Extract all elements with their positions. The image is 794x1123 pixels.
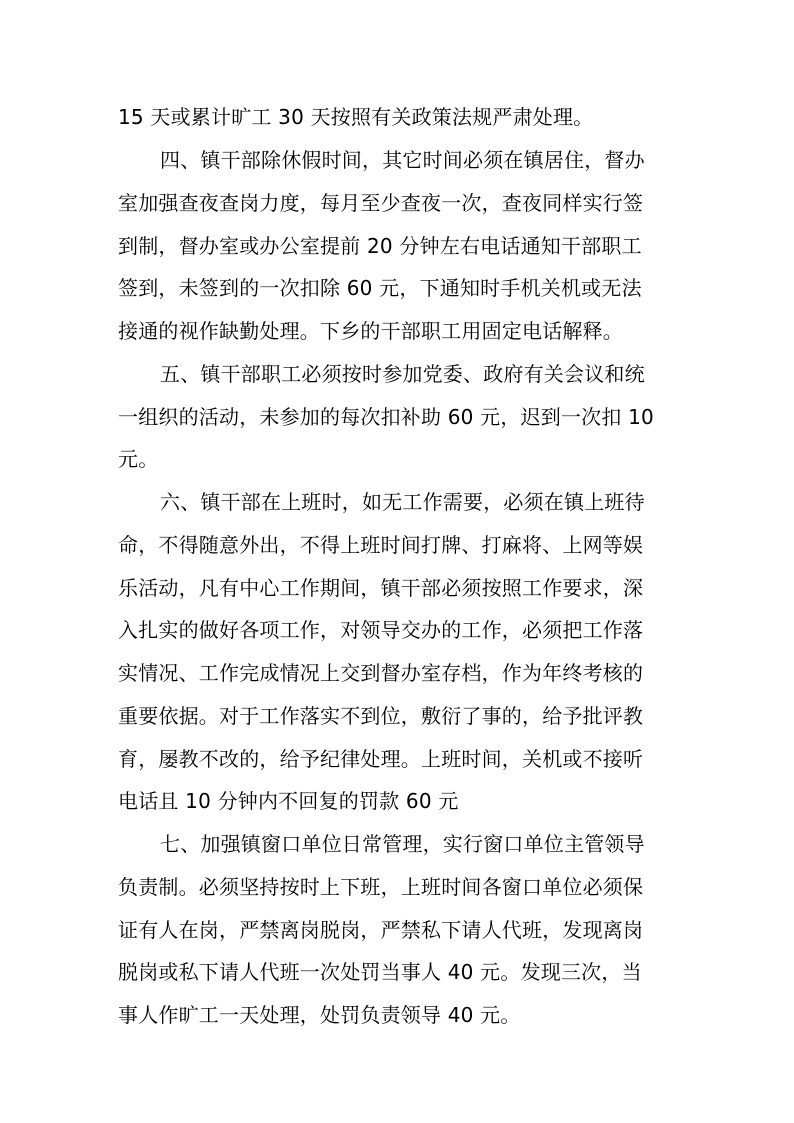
text-line: 负责制。必须坚持按时上下班，上班时间各窗口单位必须保 <box>118 875 644 899</box>
text-line: 五、镇干部职工必须按时参加党委、政府有关会议和统 <box>160 362 645 386</box>
text-line: 乐活动，凡有中心工作期间，镇干部必须按照工作要求，深 <box>118 576 644 600</box>
text-line: 一组织的活动，未参加的每次扣补助 60 元，迟到一次扣 10 <box>118 405 654 429</box>
text-line: 入扎实的做好各项工作，对领导交办的工作，必须把工作落 <box>118 618 644 642</box>
text-line: 签到，未签到的一次扣除 60 元，下通知时手机关机或无法 <box>118 276 642 300</box>
text-line: 七、加强镇窗口单位日常管理，实行窗口单位主管领导 <box>160 832 645 856</box>
text-line: 到制，督办室或办公室提前 20 分钟左右电话通知干部职工 <box>118 234 642 258</box>
text-line: 育，屡教不改的，给予纪律处理。上班时间，关机或不接听 <box>118 747 644 771</box>
text-line: 脱岗或私下请人代班一次处罚当事人 40 元。发现三次，当 <box>118 960 642 984</box>
text-line: 四、镇干部除休假时间，其它时间必须在镇居住，督办 <box>160 148 645 172</box>
text-line: 接通的视作缺勤处理。下乡的干部职工用固定电话解释。 <box>118 319 623 343</box>
text-line: 实情况、工作完成情况上交到督办室存档，作为年终考核的 <box>118 661 644 685</box>
text-line: 元。 <box>118 447 159 471</box>
text-line: 15 天或累计旷工 30 天按照有关政策法规严肃处理。 <box>118 105 594 129</box>
text-line: 六、镇干部在上班时，如无工作需要，必须在镇上班待 <box>160 490 645 514</box>
text-line: 电话且 10 分钟内不回复的罚款 60 元 <box>118 789 459 813</box>
text-line: 命，不得随意外出，不得上班时间打牌、打麻将、上网等娱 <box>118 533 644 557</box>
text-line: 室加强查夜查岗力度，每月至少查夜一次，查夜同样实行签 <box>118 191 644 215</box>
text-line: 证有人在岗，严禁离岗脱岗，严禁私下请人代班，发现离岗 <box>118 918 644 942</box>
text-line: 重要依据。对于工作落实不到位，敷衍了事的，给予批评教 <box>118 704 644 728</box>
text-line: 事人作旷工一天处理，处罚负责领导 40 元。 <box>118 1003 521 1027</box>
